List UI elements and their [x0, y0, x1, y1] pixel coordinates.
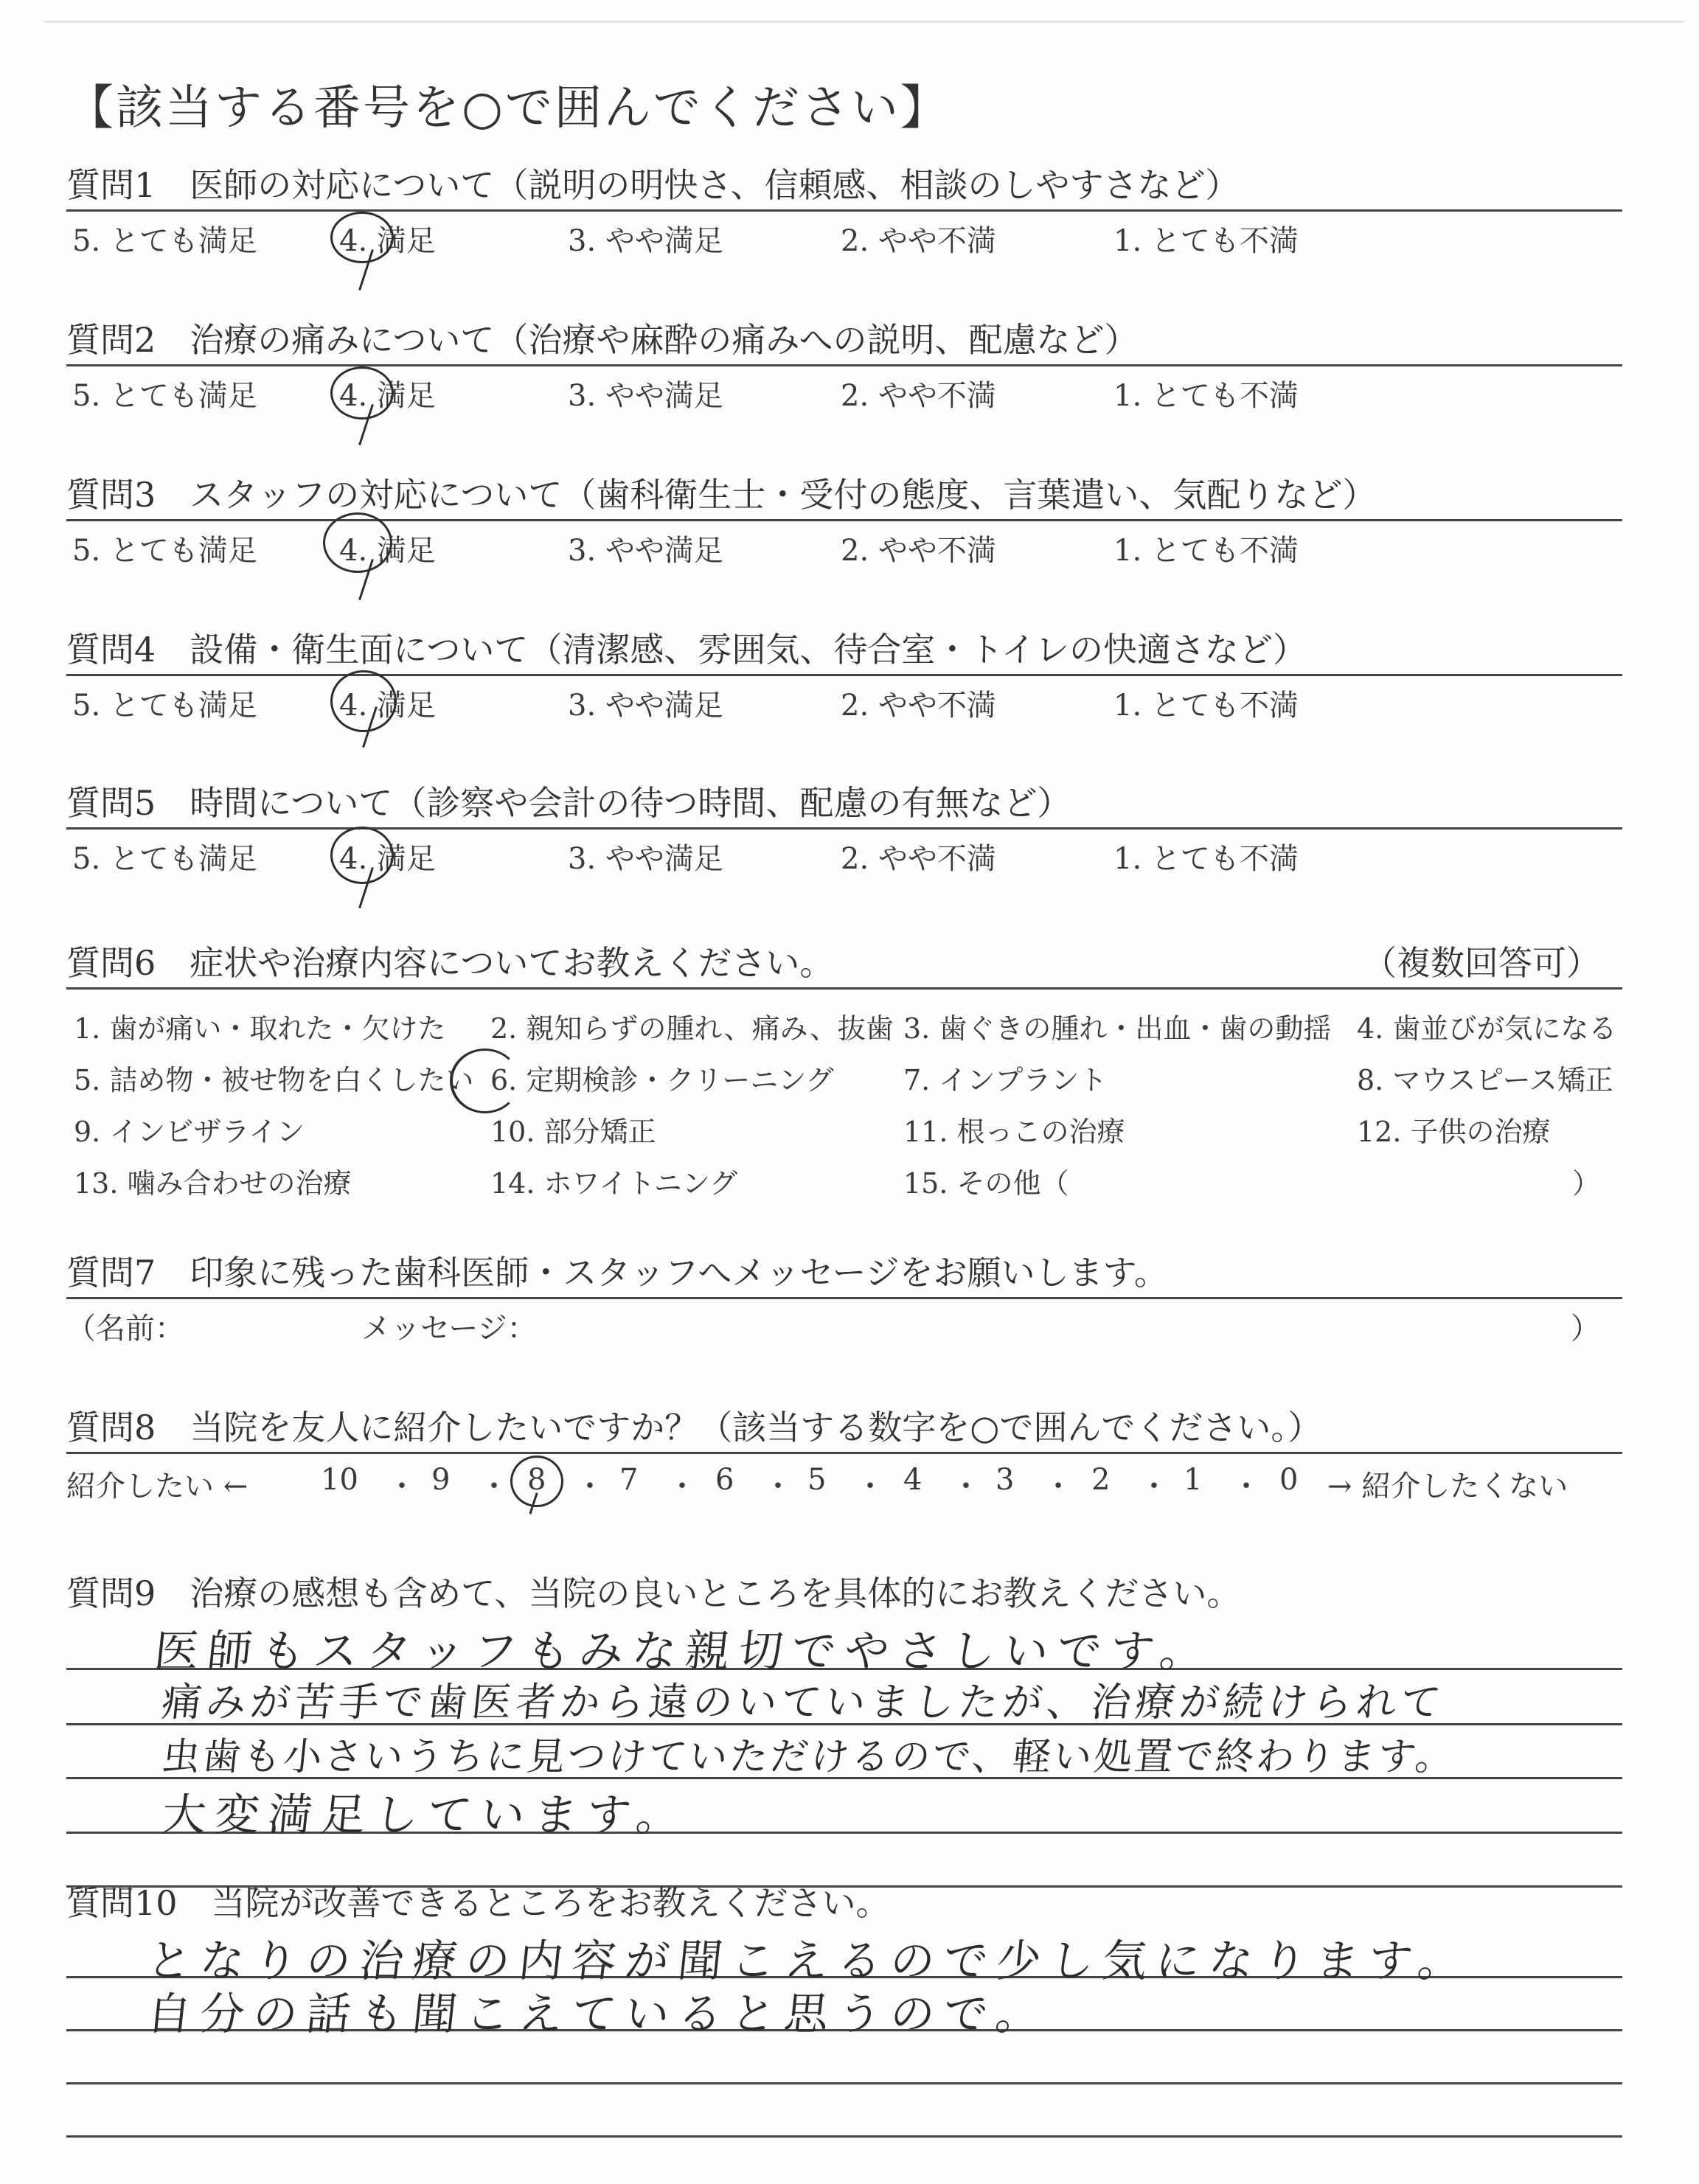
question-1	[66, 162, 1622, 256]
handwritten-answer-line: 痛みが苦手で歯医者から遠のいていましたが、治療が続けられて	[159, 1679, 1448, 1725]
question-text: 医師の対応について（説明の明快さ、信頼感、相談のしやすさなど）	[190, 165, 1240, 205]
question-label: 質問10	[66, 1883, 178, 1923]
treatment-option-2[interactable]: 2. 親知らずの腫れ、痛み、抜歯	[490, 1012, 894, 1045]
question-1-title	[66, 162, 1622, 208]
scale-separator: ・	[1139, 1470, 1169, 1503]
treatment-option-10[interactable]: 10. 部分矯正	[490, 1116, 656, 1148]
treatment-option-12[interactable]: 12. 子供の治療	[1357, 1116, 1551, 1148]
rating-option-1[interactable]: 1. とても不満	[1113, 689, 1299, 723]
scale-separator: ・	[575, 1470, 605, 1503]
scale-right-label: → 紹介したくない	[1327, 1470, 1568, 1503]
message-field-label: メッセージ：	[361, 1312, 537, 1346]
question-9	[66, 1571, 1622, 1889]
treatment-option-8[interactable]: 8. マウスピース矯正	[1357, 1064, 1613, 1096]
question-text: 治療の感想も含めて、当院の良いところを具体的にお教えください。	[190, 1573, 1241, 1613]
rating-option-1[interactable]: 1. とても不満	[1113, 842, 1299, 876]
rating-options	[66, 830, 1622, 874]
selection-circle	[330, 366, 394, 420]
handwritten-answer-line: 自分の話も聞こえていると思うので。	[144, 1989, 1052, 2040]
treatment-option-5[interactable]: 5. 詰め物・被せ物を白くしたい	[74, 1064, 474, 1096]
recommend-scale	[66, 1454, 1622, 1506]
handwritten-answer-line: 医師もスタッフもみな親切でやさしいです。	[151, 1626, 1216, 1677]
rating-option-5[interactable]: 5. とても満足	[72, 534, 257, 568]
name-field-label: （名前：	[66, 1312, 184, 1346]
scale-separator: ・	[855, 1470, 885, 1503]
page-top-edge	[44, 21, 1684, 23]
rating-option-2[interactable]: 2. やや不満	[841, 842, 996, 876]
treatment-option-9[interactable]: 9. インビザライン	[74, 1116, 305, 1148]
question-10	[66, 1880, 1622, 2184]
selection-circle	[510, 1456, 563, 1507]
question-6-title	[66, 940, 1622, 986]
question-label: 質問7	[66, 1253, 156, 1293]
question-2	[66, 317, 1622, 411]
question-5-title	[66, 780, 1622, 826]
scale-separator: ・	[763, 1470, 793, 1503]
question-label: 質問3	[66, 475, 156, 515]
scale-value-0[interactable]: 0	[1279, 1463, 1299, 1497]
handwritten-answer-line: 虫歯も小さいうちに見つけていただけるので、軽い処置で終わります。	[159, 1735, 1459, 1779]
scale-value-5[interactable]: 5	[807, 1463, 827, 1497]
selection-circle	[323, 512, 392, 573]
question-3-title	[66, 472, 1622, 518]
rating-option-5[interactable]: 5. とても満足	[72, 842, 257, 876]
scale-value-1[interactable]: 1	[1184, 1463, 1203, 1497]
rating-option-2[interactable]: 2. やや不満	[841, 224, 996, 258]
multiple-answer-note: （複数回答可）	[1363, 943, 1600, 983]
rating-option-3[interactable]: 3. やや満足	[568, 379, 723, 413]
rating-options	[66, 676, 1622, 723]
rating-options	[66, 212, 1622, 256]
rating-option-2[interactable]: 2. やや不満	[841, 689, 996, 723]
question-9-title	[66, 1571, 1622, 1616]
treatment-option-3[interactable]: 3. 歯ぐきの腫れ・出血・歯の動揺	[903, 1012, 1332, 1045]
rating-option-4[interactable]: 4. 満足	[339, 534, 436, 568]
question-4-title	[66, 627, 1622, 672]
question-2-title	[66, 317, 1622, 363]
question-4	[66, 627, 1622, 723]
question-8-title	[66, 1405, 1622, 1450]
selection-circle	[330, 670, 397, 732]
question-text: 時間について（診察や会計の待つ時間、配慮の有無など）	[190, 783, 1071, 823]
handwritten-answer-line: となりの治療の内容が聞こえるので少し気になります。	[144, 1936, 1474, 1987]
selection-circle	[330, 212, 394, 263]
scale-separator: ・	[479, 1470, 509, 1503]
treatment-option-15[interactable]: 15. その他（	[903, 1167, 1069, 1200]
scale-separator: ・	[1231, 1470, 1261, 1503]
rating-option-3[interactable]: 3. やや満足	[568, 689, 723, 723]
rating-option-3[interactable]: 3. やや満足	[568, 534, 723, 568]
treatment-option-7[interactable]: 7. インプラント	[903, 1064, 1108, 1096]
question-text: 設備・衛生面について（清潔感、雰囲気、待合室・トイレの快適さなど）	[190, 630, 1307, 670]
rating-option-1[interactable]: 1. とても不満	[1113, 534, 1299, 568]
answer-line	[66, 2135, 1622, 2138]
answer-area	[66, 1926, 1622, 2184]
other-close-paren: ）	[1571, 1167, 1600, 1200]
rating-option-5[interactable]: 5. とても満足	[72, 379, 257, 413]
question-label: 質問8	[66, 1408, 156, 1447]
question-label: 質問4	[66, 630, 156, 670]
scale-separator: ・	[387, 1470, 417, 1503]
scale-value-7[interactable]: 7	[619, 1463, 639, 1497]
question-8	[66, 1405, 1622, 1506]
question-text: 印象に残った歯科医師・スタッフへメッセージをお願いします。	[190, 1253, 1168, 1293]
question-label: 質問9	[66, 1573, 156, 1613]
scale-left-label: 紹介したい ←	[66, 1470, 249, 1503]
treatment-option-11[interactable]: 11. 根っこの治療	[903, 1116, 1125, 1148]
scale-value-8[interactable]: 8	[527, 1463, 546, 1497]
question-text: 治療の痛みについて（治療や麻酔の痛みへの説明、配慮など）	[190, 320, 1139, 360]
rating-options	[66, 521, 1622, 566]
answer-area	[66, 1616, 1622, 1889]
scale-value-6[interactable]: 6	[715, 1463, 734, 1497]
treatment-option-14[interactable]: 14. ホワイトニング	[490, 1167, 738, 1200]
question-3	[66, 472, 1622, 566]
treatment-option-4[interactable]: 4. 歯並びが気になる	[1357, 1012, 1617, 1045]
question-7	[66, 1250, 1622, 1346]
question-5	[66, 780, 1622, 874]
handwritten-answer-line: 大変満足しています。	[159, 1790, 692, 1841]
question-text: 当院を友人に紹介したいですか？（該当する数字を○で囲んでください。）	[190, 1408, 1322, 1447]
question-text: 症状や治療内容についてお教えください。	[190, 943, 834, 983]
rating-option-4[interactable]: 4. 満足	[339, 689, 436, 723]
treatment-option-1[interactable]: 1. 歯が痛い・取れた・欠けた	[74, 1012, 446, 1045]
selection-circle	[330, 827, 394, 884]
page-title: 【該当する番号を○で囲んでください】	[66, 81, 950, 136]
treatment-option-6[interactable]: 6. 定期検診・クリーニング	[490, 1064, 834, 1096]
scale-value-10[interactable]: 10	[321, 1463, 358, 1497]
question-7-title	[66, 1250, 1622, 1296]
question-label: 質問5	[66, 783, 156, 823]
rating-option-2[interactable]: 2. やや不満	[841, 379, 996, 413]
message-close-paren: ）	[1571, 1312, 1600, 1346]
question-label: 質問1	[66, 165, 156, 205]
question-6	[66, 940, 1622, 1203]
selection-circle	[450, 1048, 520, 1113]
rating-option-4[interactable]: 4. 満足	[339, 224, 436, 258]
rating-option-4[interactable]: 4. 満足	[339, 379, 436, 413]
scale-separator: ・	[951, 1470, 981, 1503]
question-label: 質問2	[66, 320, 156, 360]
scale-separator: ・	[667, 1470, 697, 1503]
treatment-options	[66, 990, 1622, 1203]
rating-option-1[interactable]: 1. とても不満	[1113, 379, 1299, 413]
rating-option-3[interactable]: 3. やや満足	[568, 224, 723, 258]
scale-value-3[interactable]: 3	[996, 1463, 1015, 1497]
treatment-option-13[interactable]: 13. 噛み合わせの治療	[74, 1167, 352, 1200]
question-10-title	[66, 1880, 1622, 1926]
rating-option-1[interactable]: 1. とても不満	[1113, 224, 1299, 258]
question-text: スタッフの対応について（歯科衛生士・受付の態度、言葉遣い、気配りなど）	[190, 475, 1377, 515]
message-fields	[66, 1299, 1622, 1346]
scale-value-4[interactable]: 4	[903, 1463, 923, 1497]
question-text: 当院が改善できるところをお教えください。	[211, 1883, 890, 1923]
rating-option-2[interactable]: 2. やや不満	[841, 534, 996, 568]
rating-option-5[interactable]: 5. とても満足	[72, 224, 257, 258]
rating-options	[66, 366, 1622, 411]
rating-option-5[interactable]: 5. とても満足	[72, 689, 257, 723]
rating-option-3[interactable]: 3. やや満足	[568, 842, 723, 876]
rating-option-4[interactable]: 4. 満足	[339, 842, 436, 876]
question-label: 質問6	[66, 943, 156, 983]
scale-separator: ・	[1043, 1470, 1073, 1503]
scale-value-9[interactable]: 9	[431, 1463, 451, 1497]
scale-value-2[interactable]: 2	[1091, 1463, 1111, 1497]
answer-line	[66, 2082, 1622, 2084]
